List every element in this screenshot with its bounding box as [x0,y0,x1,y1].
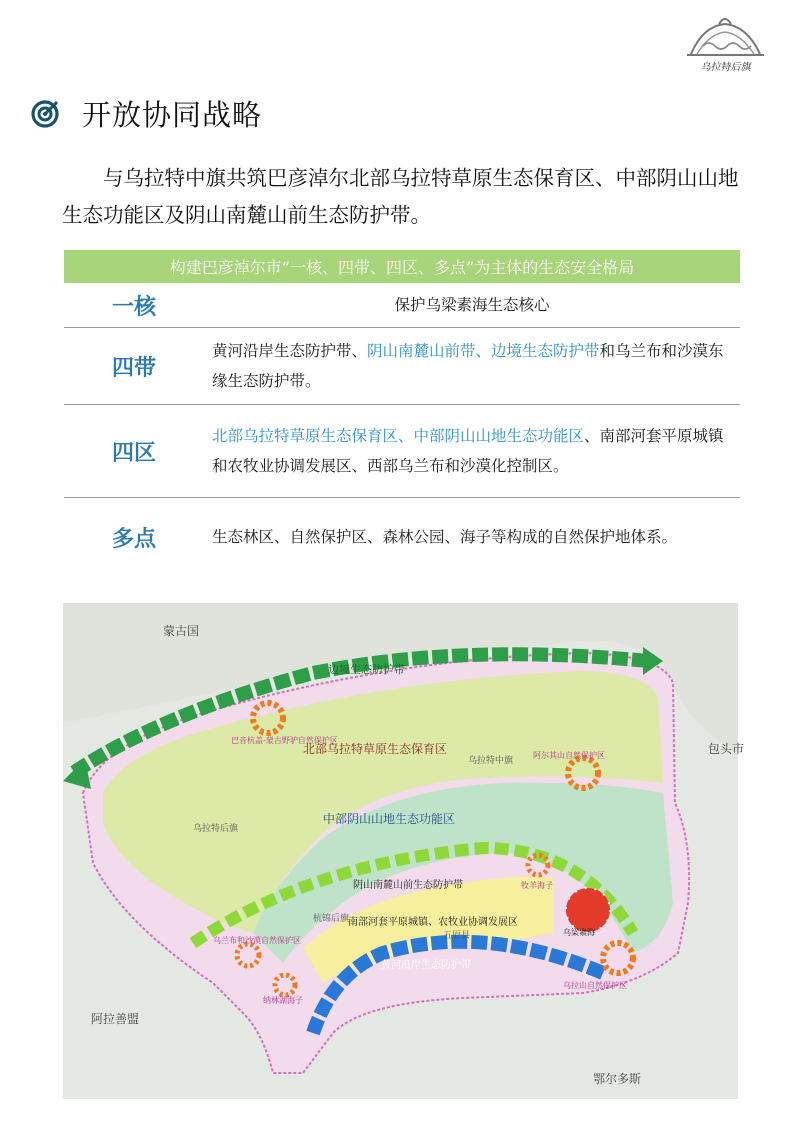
label-place: 乌拉特后旗 [193,824,239,834]
table-row [64,405,740,498]
label-place: 乌拉特中旗 [468,756,514,766]
label-alashan: 阿拉善盟 [91,1012,140,1026]
row-label: 多点 [111,526,156,552]
row-label: 四区 [111,440,156,466]
label-reserve: 乌梁素海 [563,928,595,937]
desc-text: 生态林区、自然保护区、森林公园、海子等构成的自然保护地体系。 [212,528,678,546]
desc-text: 黄河沿岸生态防护带、 [212,342,368,360]
desc-text: 、南部河套平原城镇和农牧业协调发展区、西部乌兰布和沙漠化控制区。 [212,427,724,475]
row-desc [204,498,740,576]
logo-text: 乌拉特后旗 [700,62,751,73]
row-desc [204,405,740,497]
page-title: 开放协同战略 [82,98,263,132]
yurt-emblem-icon [683,14,768,60]
row-desc [204,328,740,404]
row-label: 一核 [111,294,156,320]
label-ordos: 鄂尔多斯 [593,1072,642,1086]
row-label: 四带 [111,355,156,381]
desc-text: 保护乌梁素海生态核心 [394,296,550,314]
label-piedmont-belt: 阴山南麓山前生态防护带 [353,880,463,891]
section-heading [30,93,262,134]
ecological-security-map [63,603,745,1099]
desc-highlight: 阴山南麓山前带、边境生态防护带 [367,342,600,360]
desc-highlight: 北部乌拉特草原生态保育区、中部阴山山地生态功能区 [212,427,585,445]
table-row [64,283,740,328]
desc-text: 和乌兰布和沙漠东缘生态防护带。 [212,342,724,390]
row-desc [204,283,740,327]
label-baotou: 包头市 [708,742,745,756]
label-reserve: 巴音杭盖-蒙古野驴自然保护区 [231,736,338,745]
label-reserve: 纳林湖海子 [263,996,303,1005]
brand-logo [683,14,768,78]
label-north-grassland: 北部乌拉特草原生态保育区 [303,742,448,756]
label-reserve: 乌拉山自然保护区 [563,981,627,990]
label-mongolia: 蒙古国 [163,624,200,638]
table-header: 构建巴彦淖尔市“一核、四带、四区、多点”为主体的生态安全格局 [64,250,740,283]
label-border-belt: 边境生态防护带 [328,663,405,676]
label-reserve: 乌兰布和沙漠自然保护区 [213,936,301,945]
table-row [64,498,740,576]
intro-paragraph: 与乌拉特中旗共筑巴彦淖尔北部乌拉特草原生态保育区、中部阴山山地生态功能区及阴山南麓山前生态防护带。 [62,166,739,227]
label-reserve: 牧羊海子 [521,881,553,890]
label-central-mountain: 中部阴山山地生态功能区 [323,812,456,826]
label-south-plain: 南部河套平原城镇、农牧业协调发展区 [348,917,518,928]
target-icon [30,99,60,129]
ecology-pattern-table [64,250,740,576]
label-reserve: 阿尔其山自然保护区 [533,751,605,760]
label-place: 杭锦后旗 [313,914,350,924]
label-place: 五原县 [443,931,471,941]
label-yellow-river-belt: 黄河沿岸生态防护带 [381,960,471,971]
table-row [64,328,740,405]
